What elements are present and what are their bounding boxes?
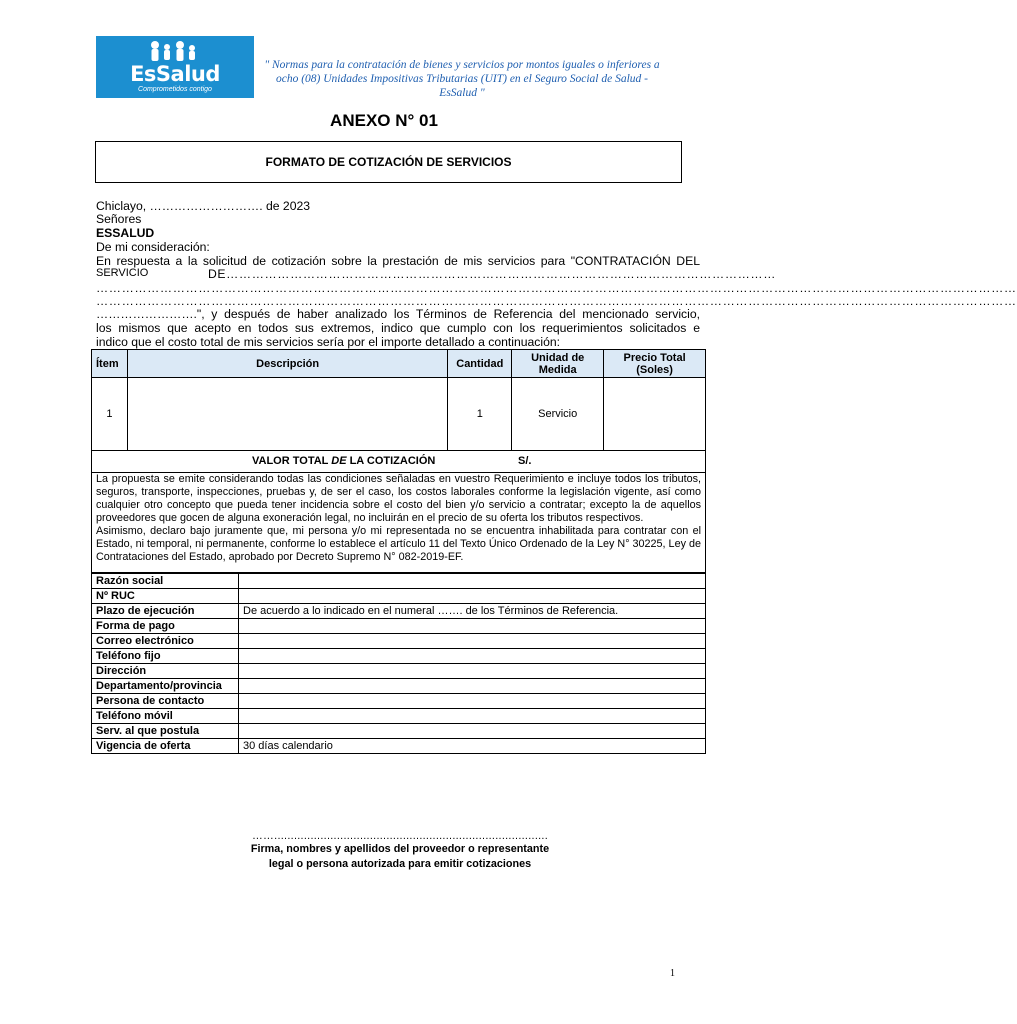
header-price: Precio Total (Soles) bbox=[604, 350, 706, 378]
supplier-field-label: Teléfono móvil bbox=[92, 709, 239, 724]
supplier-field-label: Correo electrónico bbox=[92, 634, 239, 649]
supplier-field-value[interactable] bbox=[239, 634, 706, 649]
cell-price[interactable] bbox=[604, 378, 706, 451]
supplier-row bbox=[92, 634, 706, 649]
supplier-field-value[interactable] bbox=[239, 574, 706, 589]
total-label: VALOR TOTAL DE LA COTIZACIÓN bbox=[252, 455, 436, 467]
supplier-row bbox=[92, 739, 706, 754]
recipient: ESSALUD bbox=[96, 226, 155, 240]
header-unit: Unidad de Medida bbox=[512, 350, 604, 378]
supplier-field-label: Nº RUC bbox=[92, 589, 239, 604]
quotation-table bbox=[91, 349, 706, 473]
supplier-row bbox=[92, 664, 706, 679]
logo-name: EsSalud bbox=[130, 62, 220, 86]
cell-item: 1 bbox=[92, 378, 128, 451]
signature-caption-2: legal o persona autorizada para emitir cotizaciones bbox=[268, 858, 532, 870]
supplier-row bbox=[92, 724, 706, 739]
total-cell bbox=[92, 451, 706, 473]
cell-quantity: 1 bbox=[448, 378, 512, 451]
supplier-row bbox=[92, 574, 706, 589]
header-description: Descripción bbox=[127, 350, 447, 378]
header-note: " Normas para la contratación de bienes y servicios por montos iguales o inferiores a ocho (08) Unidades Impositivas Tributarias (UIT) en el Seguro Social de Salud - EsSalud " bbox=[264, 59, 660, 99]
letter-line-5: …………………….", y después de haber analizado los Términos de Referencia del mencionado servicio, bbox=[96, 307, 700, 321]
supplier-field-value[interactable] bbox=[239, 709, 706, 724]
supplier-field-label: Dirección bbox=[92, 664, 239, 679]
letter-line-6: los mismos que acepto en todos sus extremos, indico que cumplo con los requerimientos solicitados e bbox=[96, 321, 700, 335]
cell-description[interactable] bbox=[127, 378, 447, 451]
signature-line: ……................................................................................... bbox=[251, 830, 549, 842]
supplier-field-value[interactable] bbox=[239, 679, 706, 694]
terms-paragraph-2: Asimismo, declaro bajo juramente que, mi persona y/o mi representada no se encuentra inhabilitada para contratar con el Estado, ni temporal, ni permanente, conforme lo establece el artículo 11 del Texto Único Ordenado de la Ley N° 30225, Ley de Contrataciones del Estado, aprobado por Decreto Supremo N° 082-2019-EF. bbox=[96, 525, 701, 563]
supplier-field-value[interactable] bbox=[239, 589, 706, 604]
supplier-field-label: Teléfono fijo bbox=[92, 649, 239, 664]
supplier-field-value[interactable] bbox=[239, 619, 706, 634]
terms-paragraph-1: La propuesta se emite considerando todas las condiciones señaladas en vuestro Requerimiento e incluye todos los tributos, seguros, transporte, inspecciones, pruebas y, de ser el caso, los costos laborales conforme la legislación vigente, así como cualquier otro concepto que pueda tener incidencia sobre el costo del bien y/o servicio a contratar; excepto la de aquellos proveedores que gocen de alguna exoneración legal, no incluirán en el precio de su oferta los tributos respectivos. bbox=[96, 473, 701, 524]
supplier-field-label: Razón social bbox=[92, 574, 239, 589]
letter-line-2a: SERVICIO bbox=[96, 267, 149, 279]
supplier-field-label: Forma de pago bbox=[92, 619, 239, 634]
supplier-field-value[interactable] bbox=[239, 724, 706, 739]
header-item: Ítem bbox=[92, 350, 128, 378]
signature-caption-1: Firma, nombres y apellidos del proveedor o representante bbox=[250, 843, 550, 855]
header-quantity: Cantidad bbox=[448, 350, 512, 378]
essalud-logo bbox=[96, 36, 254, 98]
supplier-row bbox=[92, 679, 706, 694]
date-line: Chiclayo, ………………………. de 2023 bbox=[96, 199, 311, 213]
supplier-field-value[interactable]: 30 días calendario bbox=[239, 739, 706, 754]
supplier-field-label: Departamento/provincia bbox=[92, 679, 239, 694]
supplier-row bbox=[92, 709, 706, 724]
subtitle-box bbox=[95, 141, 682, 183]
supplier-field-label: Vigencia de oferta bbox=[92, 739, 239, 754]
supplier-field-value[interactable] bbox=[239, 664, 706, 679]
letter-line-2b: DE………………………………………………………………………………………………………………… bbox=[208, 267, 776, 281]
supplier-row bbox=[92, 694, 706, 709]
subtitle: FORMATO DE COTIZACIÓN DE SERVICIOS bbox=[265, 155, 512, 169]
total-row bbox=[92, 451, 706, 473]
supplier-data-table bbox=[91, 573, 706, 754]
supplier-field-value[interactable] bbox=[239, 694, 706, 709]
supplier-field-label: Serv. al que postula bbox=[92, 724, 239, 739]
page-title: ANEXO N° 01 bbox=[330, 111, 438, 130]
supplier-field-value[interactable] bbox=[239, 649, 706, 664]
letter-line-4: ……………………………………………………………………………………………………………………………………………………………………………………………… bbox=[96, 294, 1017, 308]
letter-line-1: En respuesta a la solicitud de cotización sobre la prestación de mis servicios para "CONTRATACIÓN DEL bbox=[96, 254, 700, 268]
terms-box bbox=[91, 472, 706, 573]
page-number: 1 bbox=[670, 968, 675, 979]
table-header-row bbox=[92, 350, 706, 378]
supplier-row bbox=[92, 619, 706, 634]
supplier-field-label: Plazo de ejecución bbox=[92, 604, 239, 619]
cell-unit: Servicio bbox=[512, 378, 604, 451]
greeting: De mi consideración: bbox=[96, 240, 210, 254]
supplier-row bbox=[92, 649, 706, 664]
letter-line-7: indico que el costo total de mis servicios sería por el importe detallado a continuación: bbox=[96, 335, 561, 349]
table-row bbox=[92, 378, 706, 451]
supplier-row bbox=[92, 604, 706, 619]
total-currency: S/. bbox=[518, 455, 532, 467]
supplier-row bbox=[92, 589, 706, 604]
logo-tagline: Comprometidos contigo bbox=[138, 86, 212, 93]
salutation: Señores bbox=[96, 212, 142, 226]
letter-line-3: ……………………………………………………………………………………………………………………………………………………………………………………………… bbox=[96, 281, 1017, 295]
supplier-field-label: Persona de contacto bbox=[92, 694, 239, 709]
supplier-field-value[interactable]: De acuerdo a lo indicado en el numeral ……. de los Términos de Referencia. bbox=[239, 604, 706, 619]
